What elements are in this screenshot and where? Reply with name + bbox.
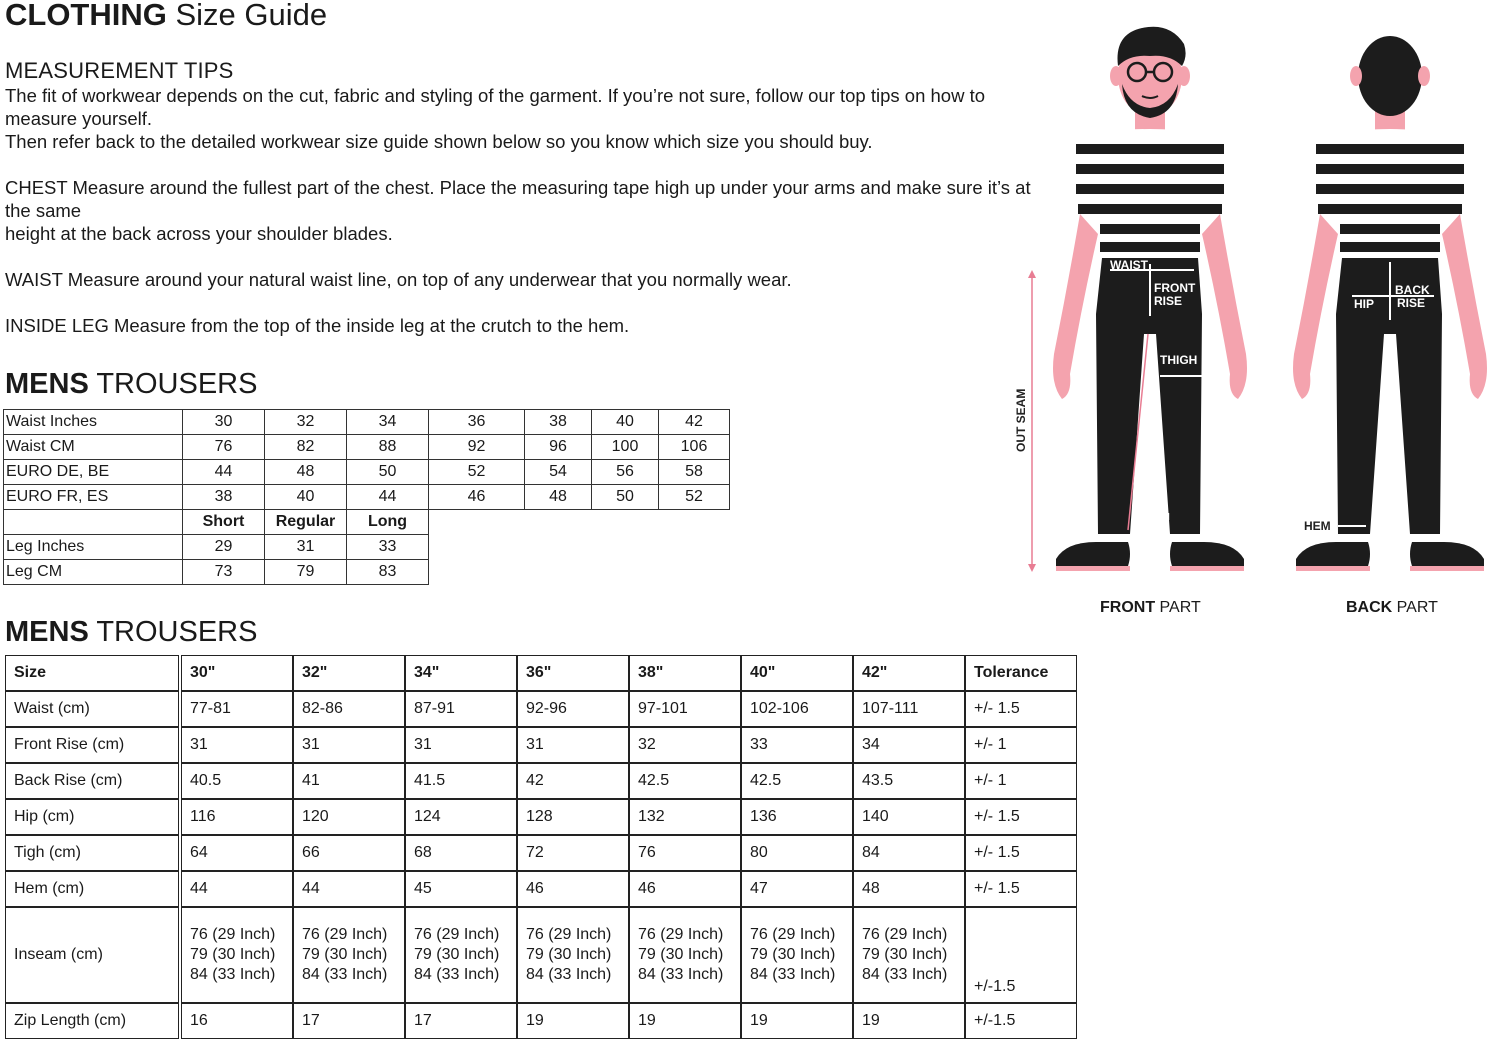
section1-rest: TROUSERS bbox=[88, 368, 258, 400]
header-cell: Tolerance bbox=[965, 655, 1077, 691]
tolerance-cell: +/- 1.5 bbox=[965, 835, 1077, 871]
table-row bbox=[5, 763, 1077, 799]
table-cell: 136 bbox=[741, 799, 853, 835]
table-cell bbox=[629, 907, 741, 1003]
table-cell: 82-86 bbox=[293, 691, 405, 727]
table-cell: 87-91 bbox=[405, 691, 517, 727]
table-cell: 84 bbox=[853, 835, 965, 871]
inseam-line: 79 (30 Inch) bbox=[638, 946, 724, 963]
table-header-row bbox=[5, 655, 1077, 691]
table-row bbox=[5, 1003, 1077, 1039]
table-cell: 32 bbox=[629, 727, 741, 763]
row-label: Leg CM bbox=[4, 560, 183, 585]
table-cell: 102-106 bbox=[741, 691, 853, 727]
waist-label: WAIST bbox=[1110, 258, 1148, 272]
header-cell: Size bbox=[5, 655, 179, 691]
tips-text bbox=[5, 84, 1050, 337]
row-label: Inseam (cm) bbox=[5, 907, 179, 1003]
row-label: Tigh (cm) bbox=[5, 835, 179, 871]
tolerance-cell: +/- 1.5 bbox=[965, 691, 1077, 727]
table-cell: 76 bbox=[629, 835, 741, 871]
table-cell: 40.5 bbox=[181, 763, 293, 799]
table-cell: 120 bbox=[293, 799, 405, 835]
table-row bbox=[4, 410, 730, 435]
table-cell: 46 bbox=[429, 485, 525, 510]
table-cell: 50 bbox=[592, 485, 659, 510]
inseam-line: 79 (30 Inch) bbox=[302, 946, 388, 963]
table-cell: 107-111 bbox=[853, 691, 965, 727]
table-cell: 52 bbox=[429, 460, 525, 485]
table-cell: 92 bbox=[429, 435, 525, 460]
table-cell: 17 bbox=[405, 1003, 517, 1039]
table-cell: 132 bbox=[629, 799, 741, 835]
table-cell: 19 bbox=[853, 1003, 965, 1039]
thigh-label: THIGH bbox=[1160, 353, 1198, 367]
table-cell: 29 bbox=[183, 535, 265, 560]
table-cell: 76 bbox=[183, 435, 265, 460]
empty-cell bbox=[429, 560, 730, 585]
table-cell: 44 bbox=[183, 460, 265, 485]
back-label: BACK bbox=[1395, 283, 1430, 297]
row-label: Waist Inches bbox=[4, 410, 183, 435]
table-cell: 72 bbox=[517, 835, 629, 871]
table-cell bbox=[181, 907, 293, 1003]
table-cell: 82 bbox=[265, 435, 347, 460]
table-cell: 96 bbox=[525, 435, 592, 460]
table-cell bbox=[853, 907, 965, 1003]
table-cell: 44 bbox=[181, 871, 293, 907]
leg-header: Short bbox=[183, 510, 265, 535]
table-cell: 31 bbox=[265, 535, 347, 560]
table-row bbox=[5, 727, 1077, 763]
tips-inside-leg: INSIDE LEG Measure from the top of the inside leg at the crutch to the hem. bbox=[5, 315, 630, 336]
table-cell: 92-96 bbox=[517, 691, 629, 727]
tolerance-cell: +/- 1.5 bbox=[965, 799, 1077, 835]
inseam-line: 84 (33 Inch) bbox=[638, 966, 724, 983]
back-part-caption bbox=[1346, 599, 1438, 617]
section2-rest: TROUSERS bbox=[88, 616, 258, 648]
inseam-label: INSEAM bbox=[1131, 512, 1170, 523]
inseam-line: 76 (29 Inch) bbox=[862, 926, 948, 943]
table-cell: 32 bbox=[265, 410, 347, 435]
table-cell: 43.5 bbox=[853, 763, 965, 799]
table-cell: 83 bbox=[347, 560, 429, 585]
table-cell bbox=[741, 907, 853, 1003]
table-cell: 80 bbox=[741, 835, 853, 871]
out-seam-label: OUT SEAM bbox=[1014, 388, 1028, 452]
inseam-line: 84 (33 Inch) bbox=[414, 966, 500, 983]
table-cell: 36 bbox=[429, 410, 525, 435]
row-label-empty bbox=[4, 510, 183, 535]
leg-header: Regular bbox=[265, 510, 347, 535]
table-cell: 46 bbox=[629, 871, 741, 907]
table-cell: 38 bbox=[183, 485, 265, 510]
table-cell: 33 bbox=[741, 727, 853, 763]
row-label: EURO FR, ES bbox=[4, 485, 183, 510]
table-cell: 124 bbox=[405, 799, 517, 835]
table-cell bbox=[405, 907, 517, 1003]
table-cell: 16 bbox=[181, 1003, 293, 1039]
front-caption-rest: PART bbox=[1155, 599, 1201, 616]
back-rise-label: RISE bbox=[1397, 296, 1426, 310]
empty-cell bbox=[429, 535, 730, 560]
inseam-line: 79 (30 Inch) bbox=[526, 946, 612, 963]
section-title-2 bbox=[5, 616, 257, 648]
table-row bbox=[5, 907, 1077, 1003]
table-cell: 44 bbox=[347, 485, 429, 510]
inseam-line: 76 (29 Inch) bbox=[638, 926, 724, 943]
table-cell: 19 bbox=[517, 1003, 629, 1039]
table-cell: 31 bbox=[181, 727, 293, 763]
table-cell: 48 bbox=[525, 485, 592, 510]
empty-cell bbox=[429, 510, 730, 535]
table-cell: 66 bbox=[293, 835, 405, 871]
inseam-line: 76 (29 Inch) bbox=[414, 926, 500, 943]
table-cell: 52 bbox=[659, 485, 730, 510]
inseam-line: 79 (30 Inch) bbox=[190, 946, 276, 963]
back-caption-rest: PART bbox=[1392, 599, 1438, 616]
table-cell: 33 bbox=[347, 535, 429, 560]
front-caption-bold: FRONT bbox=[1100, 599, 1156, 616]
hem-label: HEM bbox=[1304, 519, 1331, 533]
table-row bbox=[4, 535, 730, 560]
table-cell: 73 bbox=[183, 560, 265, 585]
row-label: Leg Inches bbox=[4, 535, 183, 560]
table-cell: 140 bbox=[853, 799, 965, 835]
table-cell: 17 bbox=[293, 1003, 405, 1039]
table-cell: 64 bbox=[181, 835, 293, 871]
table-row bbox=[4, 460, 730, 485]
leg-header: Long bbox=[347, 510, 429, 535]
table-cell: 58 bbox=[659, 460, 730, 485]
row-label: EURO DE, BE bbox=[4, 460, 183, 485]
inseam-line: 79 (30 Inch) bbox=[862, 946, 948, 963]
table-cell: 41.5 bbox=[405, 763, 517, 799]
table-cell: 48 bbox=[265, 460, 347, 485]
tips-heading: MEASUREMENT TIPS bbox=[5, 58, 234, 83]
tolerance-cell: +/- 1.5 bbox=[965, 871, 1077, 907]
header-cell: 36" bbox=[517, 655, 629, 691]
table-cell: 31 bbox=[405, 727, 517, 763]
inseam-line: 79 (30 Inch) bbox=[414, 946, 500, 963]
table-cell: 48 bbox=[853, 871, 965, 907]
table-row bbox=[5, 691, 1077, 727]
front-part-caption bbox=[1100, 599, 1201, 617]
table-cell: 42.5 bbox=[629, 763, 741, 799]
table-cell: 97-101 bbox=[629, 691, 741, 727]
section1-bold: MENS bbox=[5, 368, 89, 400]
tolerance-cell: +/- 1 bbox=[965, 763, 1077, 799]
back-figure bbox=[1293, 36, 1487, 571]
header-cell: 42" bbox=[853, 655, 965, 691]
table-cell: 44 bbox=[293, 871, 405, 907]
table-cell: 54 bbox=[525, 460, 592, 485]
table-cell: 40 bbox=[592, 410, 659, 435]
tips-chest-1: CHEST Measure around the fullest part of the chest. Place the measuring tape high up under your arms and make sure it’s at the same bbox=[5, 177, 1031, 221]
title-bold: CLOTHING bbox=[5, 0, 167, 32]
tolerance-cell: +/-1.5 bbox=[965, 1003, 1077, 1039]
table-row bbox=[4, 560, 730, 585]
table-cell: 88 bbox=[347, 435, 429, 460]
header-cell: 30" bbox=[181, 655, 293, 691]
detailed-size-table bbox=[5, 655, 1077, 1039]
tolerance-cell: +/- 1 bbox=[965, 727, 1077, 763]
inseam-line: 76 (29 Inch) bbox=[526, 926, 612, 943]
row-label: Waist CM bbox=[4, 435, 183, 460]
table-cell: 128 bbox=[517, 799, 629, 835]
figure-svg bbox=[1010, 14, 1500, 584]
table-cell: 79 bbox=[265, 560, 347, 585]
header-cell: 40" bbox=[741, 655, 853, 691]
table-cell: 106 bbox=[659, 435, 730, 460]
header-cell: 32" bbox=[293, 655, 405, 691]
hip-label: HIP bbox=[1354, 297, 1375, 311]
tips-intro-1: The fit of workwear depends on the cut, fabric and styling of the garment. If you’re not sure, follow our top tips on how to measure yourself. bbox=[5, 85, 986, 129]
inseam-line: 84 (33 Inch) bbox=[302, 966, 388, 983]
row-label: Hem (cm) bbox=[5, 871, 179, 907]
table-cell: 50 bbox=[347, 460, 429, 485]
header-cell: 38" bbox=[629, 655, 741, 691]
table-row bbox=[5, 835, 1077, 871]
table-cell: 68 bbox=[405, 835, 517, 871]
inseam-line: 76 (29 Inch) bbox=[302, 926, 388, 943]
tolerance-cell: +/-1.5 bbox=[965, 907, 1077, 1003]
page-title bbox=[5, 0, 327, 34]
table-row bbox=[4, 510, 730, 535]
section2-bold: MENS bbox=[5, 616, 89, 648]
inseam-line: 76 (29 Inch) bbox=[750, 926, 836, 943]
table-cell bbox=[517, 907, 629, 1003]
table-cell: 47 bbox=[741, 871, 853, 907]
section-title-1 bbox=[5, 368, 257, 400]
size-conversion-table bbox=[3, 409, 730, 585]
table-cell: 56 bbox=[592, 460, 659, 485]
table-cell: 77-81 bbox=[181, 691, 293, 727]
table-cell: 40 bbox=[265, 485, 347, 510]
front-label: FRONT bbox=[1154, 281, 1196, 295]
tips-waist: WAIST Measure around your natural waist line, on top of any underwear that you normally wear. bbox=[5, 269, 792, 290]
table-cell: 38 bbox=[525, 410, 592, 435]
inseam-line: 79 (30 Inch) bbox=[750, 946, 836, 963]
inseam-line: 84 (33 Inch) bbox=[750, 966, 836, 983]
row-label: Hip (cm) bbox=[5, 799, 179, 835]
inseam-line: 84 (33 Inch) bbox=[526, 966, 612, 983]
table-cell: 42.5 bbox=[741, 763, 853, 799]
table-cell: 19 bbox=[741, 1003, 853, 1039]
inseam-line: 84 (33 Inch) bbox=[862, 966, 948, 983]
table-cell: 34 bbox=[853, 727, 965, 763]
row-label: Zip Length (cm) bbox=[5, 1003, 179, 1039]
table-cell: 45 bbox=[405, 871, 517, 907]
row-label: Back Rise (cm) bbox=[5, 763, 179, 799]
table-cell: 41 bbox=[293, 763, 405, 799]
table-row bbox=[4, 435, 730, 460]
rise-label: RISE bbox=[1154, 294, 1183, 308]
table-cell: 42 bbox=[659, 410, 730, 435]
table-row bbox=[5, 799, 1077, 835]
table-cell: 34 bbox=[347, 410, 429, 435]
table-cell: 31 bbox=[293, 727, 405, 763]
back-caption-bold: BACK bbox=[1346, 599, 1393, 616]
tips-chest-2: height at the back across your shoulder blades. bbox=[5, 223, 393, 244]
table-cell bbox=[293, 907, 405, 1003]
inseam-line: 84 (33 Inch) bbox=[190, 966, 276, 983]
table-cell: 116 bbox=[181, 799, 293, 835]
table-row bbox=[4, 485, 730, 510]
row-label: Front Rise (cm) bbox=[5, 727, 179, 763]
table-cell: 31 bbox=[517, 727, 629, 763]
table-cell: 46 bbox=[517, 871, 629, 907]
row-label: Waist (cm) bbox=[5, 691, 179, 727]
front-figure bbox=[1014, 27, 1247, 572]
inseam-line: 76 (29 Inch) bbox=[190, 926, 276, 943]
title-rest: Size Guide bbox=[166, 0, 328, 32]
table-cell: 100 bbox=[592, 435, 659, 460]
measurement-illustration bbox=[1010, 14, 1500, 614]
table-cell: 42 bbox=[517, 763, 629, 799]
table-row bbox=[5, 871, 1077, 907]
table-cell: 30 bbox=[183, 410, 265, 435]
table-cell: 19 bbox=[629, 1003, 741, 1039]
tips-intro-2: Then refer back to the detailed workwear size guide shown below so you know which size you should buy. bbox=[5, 131, 873, 152]
header-cell: 34" bbox=[405, 655, 517, 691]
